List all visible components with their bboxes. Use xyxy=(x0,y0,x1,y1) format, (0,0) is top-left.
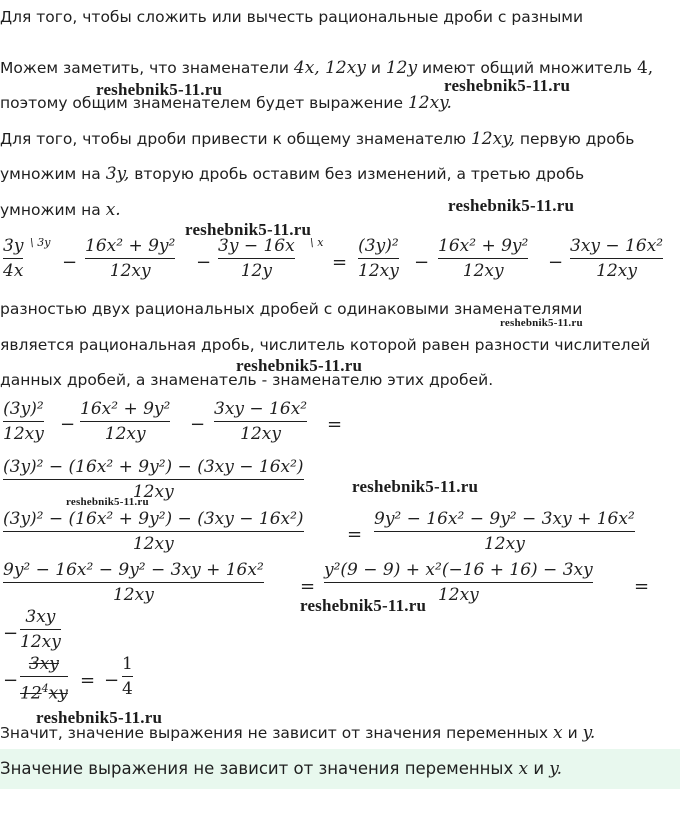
minus-sign: − xyxy=(196,252,212,273)
multiplier-tag: \ 3y xyxy=(30,236,51,249)
denominator: 4 xyxy=(122,679,133,699)
equation-3-fraction xyxy=(3,457,304,502)
fraction-bar xyxy=(570,258,663,259)
paragraph-text: первую дробь xyxy=(514,130,635,148)
paragraph-text: имеют общий множитель xyxy=(417,59,637,77)
fraction xyxy=(80,399,170,444)
denominator: 12xy xyxy=(483,534,525,554)
numerator: 3y − 16x xyxy=(218,236,295,256)
equals-sign: = xyxy=(327,414,343,435)
fraction-bar xyxy=(80,421,170,422)
fraction-bar xyxy=(20,629,61,630)
watermark: reshebnik5-11.ru xyxy=(444,76,571,95)
minus-sign: − xyxy=(3,623,19,644)
denominator: 12xy xyxy=(20,632,61,652)
paragraph-text: и xyxy=(562,724,583,742)
paragraph-text: умножим на xyxy=(0,165,106,183)
minus-sign: − xyxy=(190,414,206,435)
answer-part: и xyxy=(528,759,550,778)
watermark: reshebnik5-11.ru xyxy=(500,317,583,329)
watermark: reshebnik5-11.ru xyxy=(352,477,479,496)
multiplier-tag: \ x xyxy=(310,236,324,249)
fraction-bar xyxy=(358,258,399,259)
minus-sign: − xyxy=(414,252,430,273)
equals-sign: = xyxy=(80,670,96,691)
fraction xyxy=(438,236,528,281)
fraction xyxy=(85,236,175,281)
answer-box xyxy=(0,749,680,789)
paragraph-text: разностью двух рациональных дробей с одинаковыми знаменателями xyxy=(0,300,583,318)
denominator: 12y xyxy=(240,261,272,281)
math-inline: 4x, 12xy xyxy=(293,58,366,78)
fraction xyxy=(3,236,23,281)
fraction-bar xyxy=(3,582,264,583)
math-inline: 12xy. xyxy=(407,93,452,113)
math-inline: x xyxy=(518,759,529,779)
watermark: reshebnik5-11.ru xyxy=(36,708,163,727)
paragraph-text: данных дробей, а знаменатель - знаменателю этих дробей. xyxy=(0,371,494,389)
fraction-bar xyxy=(324,582,593,583)
denominator: 12xy xyxy=(132,534,174,554)
minus-sign: − xyxy=(548,252,564,273)
text-line-2 xyxy=(0,58,653,78)
equals-sign: = xyxy=(332,252,348,273)
math-inline: y. xyxy=(582,723,596,743)
paragraph-text: вторую дробь оставим без изменений, а третью дробь xyxy=(129,165,585,183)
paragraph-text: и xyxy=(365,59,386,77)
denominator: 12xy xyxy=(109,261,151,281)
numerator: 9y² − 16x² − 9y² − 3xy + 16x² xyxy=(374,509,635,529)
numerator: 16x² + 9y² xyxy=(438,236,529,256)
denominator: 12xy xyxy=(132,482,174,502)
denominator: 12xy xyxy=(112,585,154,605)
text-line-6 xyxy=(0,200,121,220)
fraction xyxy=(570,236,663,281)
watermark: reshebnik5-11.ru xyxy=(448,196,575,215)
math-inline: 12y xyxy=(385,58,418,78)
denominator: 12xy xyxy=(3,424,44,444)
numerator: 3y xyxy=(3,236,24,256)
watermark: reshebnik5-11.ru xyxy=(185,220,312,239)
fraction-bar xyxy=(438,258,528,259)
numerator: (3y)² xyxy=(358,236,399,256)
denominator: 12xy xyxy=(240,424,281,444)
paragraph-text: поэтому общим знаменателем будет выражение xyxy=(0,94,408,112)
text-line-8 xyxy=(0,336,650,354)
numerator: 3xy xyxy=(28,654,59,674)
minus-sign: − xyxy=(104,670,120,691)
watermark: reshebnik5-11.ru xyxy=(96,80,223,99)
denominator: 4x xyxy=(3,261,24,281)
fraction xyxy=(218,236,295,281)
fraction xyxy=(358,236,399,281)
minus-sign: − xyxy=(60,414,76,435)
fraction xyxy=(20,654,68,704)
paragraph-text: является рациональная дробь, числитель которой равен разности числителей xyxy=(0,336,651,354)
paragraph-text: Для того, чтобы дроби привести к общему знаменателю xyxy=(0,130,471,148)
numerator: 9y² − 16x² − 9y² − 3xy + 16x² xyxy=(3,560,264,580)
numerator: 3xy − 16x² xyxy=(570,236,664,256)
equals-sign: = xyxy=(634,576,650,597)
answer-part: Значение выражения не зависит от значения переменных xyxy=(0,759,519,778)
equals-sign: = xyxy=(347,524,363,545)
fraction-bar xyxy=(3,421,44,422)
fraction xyxy=(214,399,307,444)
fraction-bar xyxy=(218,258,295,259)
math-inline: 4, xyxy=(636,58,654,78)
text-line-4 xyxy=(0,129,634,149)
fraction xyxy=(374,509,635,554)
paragraph-text: умножим на xyxy=(0,201,106,219)
answer-text xyxy=(0,759,562,779)
watermark: reshebnik5-11.ru xyxy=(66,496,149,508)
numerator: (3y)² − (16x² + 9y²) − (3xy − 16x²) xyxy=(3,509,304,529)
fraction xyxy=(3,560,264,605)
fraction-bar xyxy=(20,676,68,677)
text-line-3 xyxy=(0,93,452,113)
minus-sign: − xyxy=(62,252,78,273)
math-inline: x xyxy=(553,723,563,743)
denominator: 12xy xyxy=(358,261,399,281)
denominator-part: 12 xyxy=(20,683,42,704)
math-inline: 3y, xyxy=(105,164,130,184)
denominator: 12xy xyxy=(104,424,146,444)
fraction xyxy=(122,654,133,699)
numerator: 16x² + 9y² xyxy=(85,236,176,256)
numerator: 1 xyxy=(122,654,133,674)
fraction-bar xyxy=(85,258,175,259)
fraction-bar xyxy=(122,676,133,677)
text-line-5 xyxy=(0,164,584,184)
math-inline: 12xy, xyxy=(470,129,515,149)
fraction-bar xyxy=(3,531,304,532)
paragraph-text: Для того, чтобы сложить или вычесть рациональные дроби с разными xyxy=(0,8,584,26)
numerator: 16x² + 9y² xyxy=(80,399,171,419)
equals-sign: = xyxy=(300,576,316,597)
numerator: (3y)² xyxy=(3,399,44,419)
numerator: 3xy xyxy=(25,607,56,627)
fraction xyxy=(20,607,61,652)
fraction-bar xyxy=(374,531,635,532)
numerator: y²(9 − 9) + x²(−16 + 16) − 3xy xyxy=(324,560,593,580)
fraction xyxy=(3,399,44,444)
denominator: 12xy xyxy=(437,585,479,605)
watermark: reshebnik5-11.ru xyxy=(300,596,427,615)
denominator-part: xy xyxy=(48,683,68,704)
text-line-7 xyxy=(0,300,582,318)
denominator: 12xy xyxy=(596,261,637,281)
numerator: (3y)² − (16x² + 9y²) − (3xy − 16x²) xyxy=(3,457,304,477)
fraction-bar xyxy=(3,258,23,259)
math-inline: y. xyxy=(549,759,563,779)
denominator: 12xy xyxy=(462,261,504,281)
fraction-bar xyxy=(214,421,307,422)
reduced-factor: 4 xyxy=(41,682,49,695)
denominator xyxy=(20,679,68,704)
text-line-1 xyxy=(0,8,583,26)
math-inline: x. xyxy=(105,200,121,220)
watermark: reshebnik5-11.ru xyxy=(236,356,363,375)
fraction-bar xyxy=(3,479,304,480)
fraction xyxy=(3,509,304,554)
paragraph-text: Можем заметить, что знаменатели xyxy=(0,59,294,77)
minus-sign: − xyxy=(3,670,19,691)
numerator: 3xy − 16x² xyxy=(214,399,308,419)
paragraph-text: Значит, значение выражения не зависит от значения переменных xyxy=(0,724,554,742)
